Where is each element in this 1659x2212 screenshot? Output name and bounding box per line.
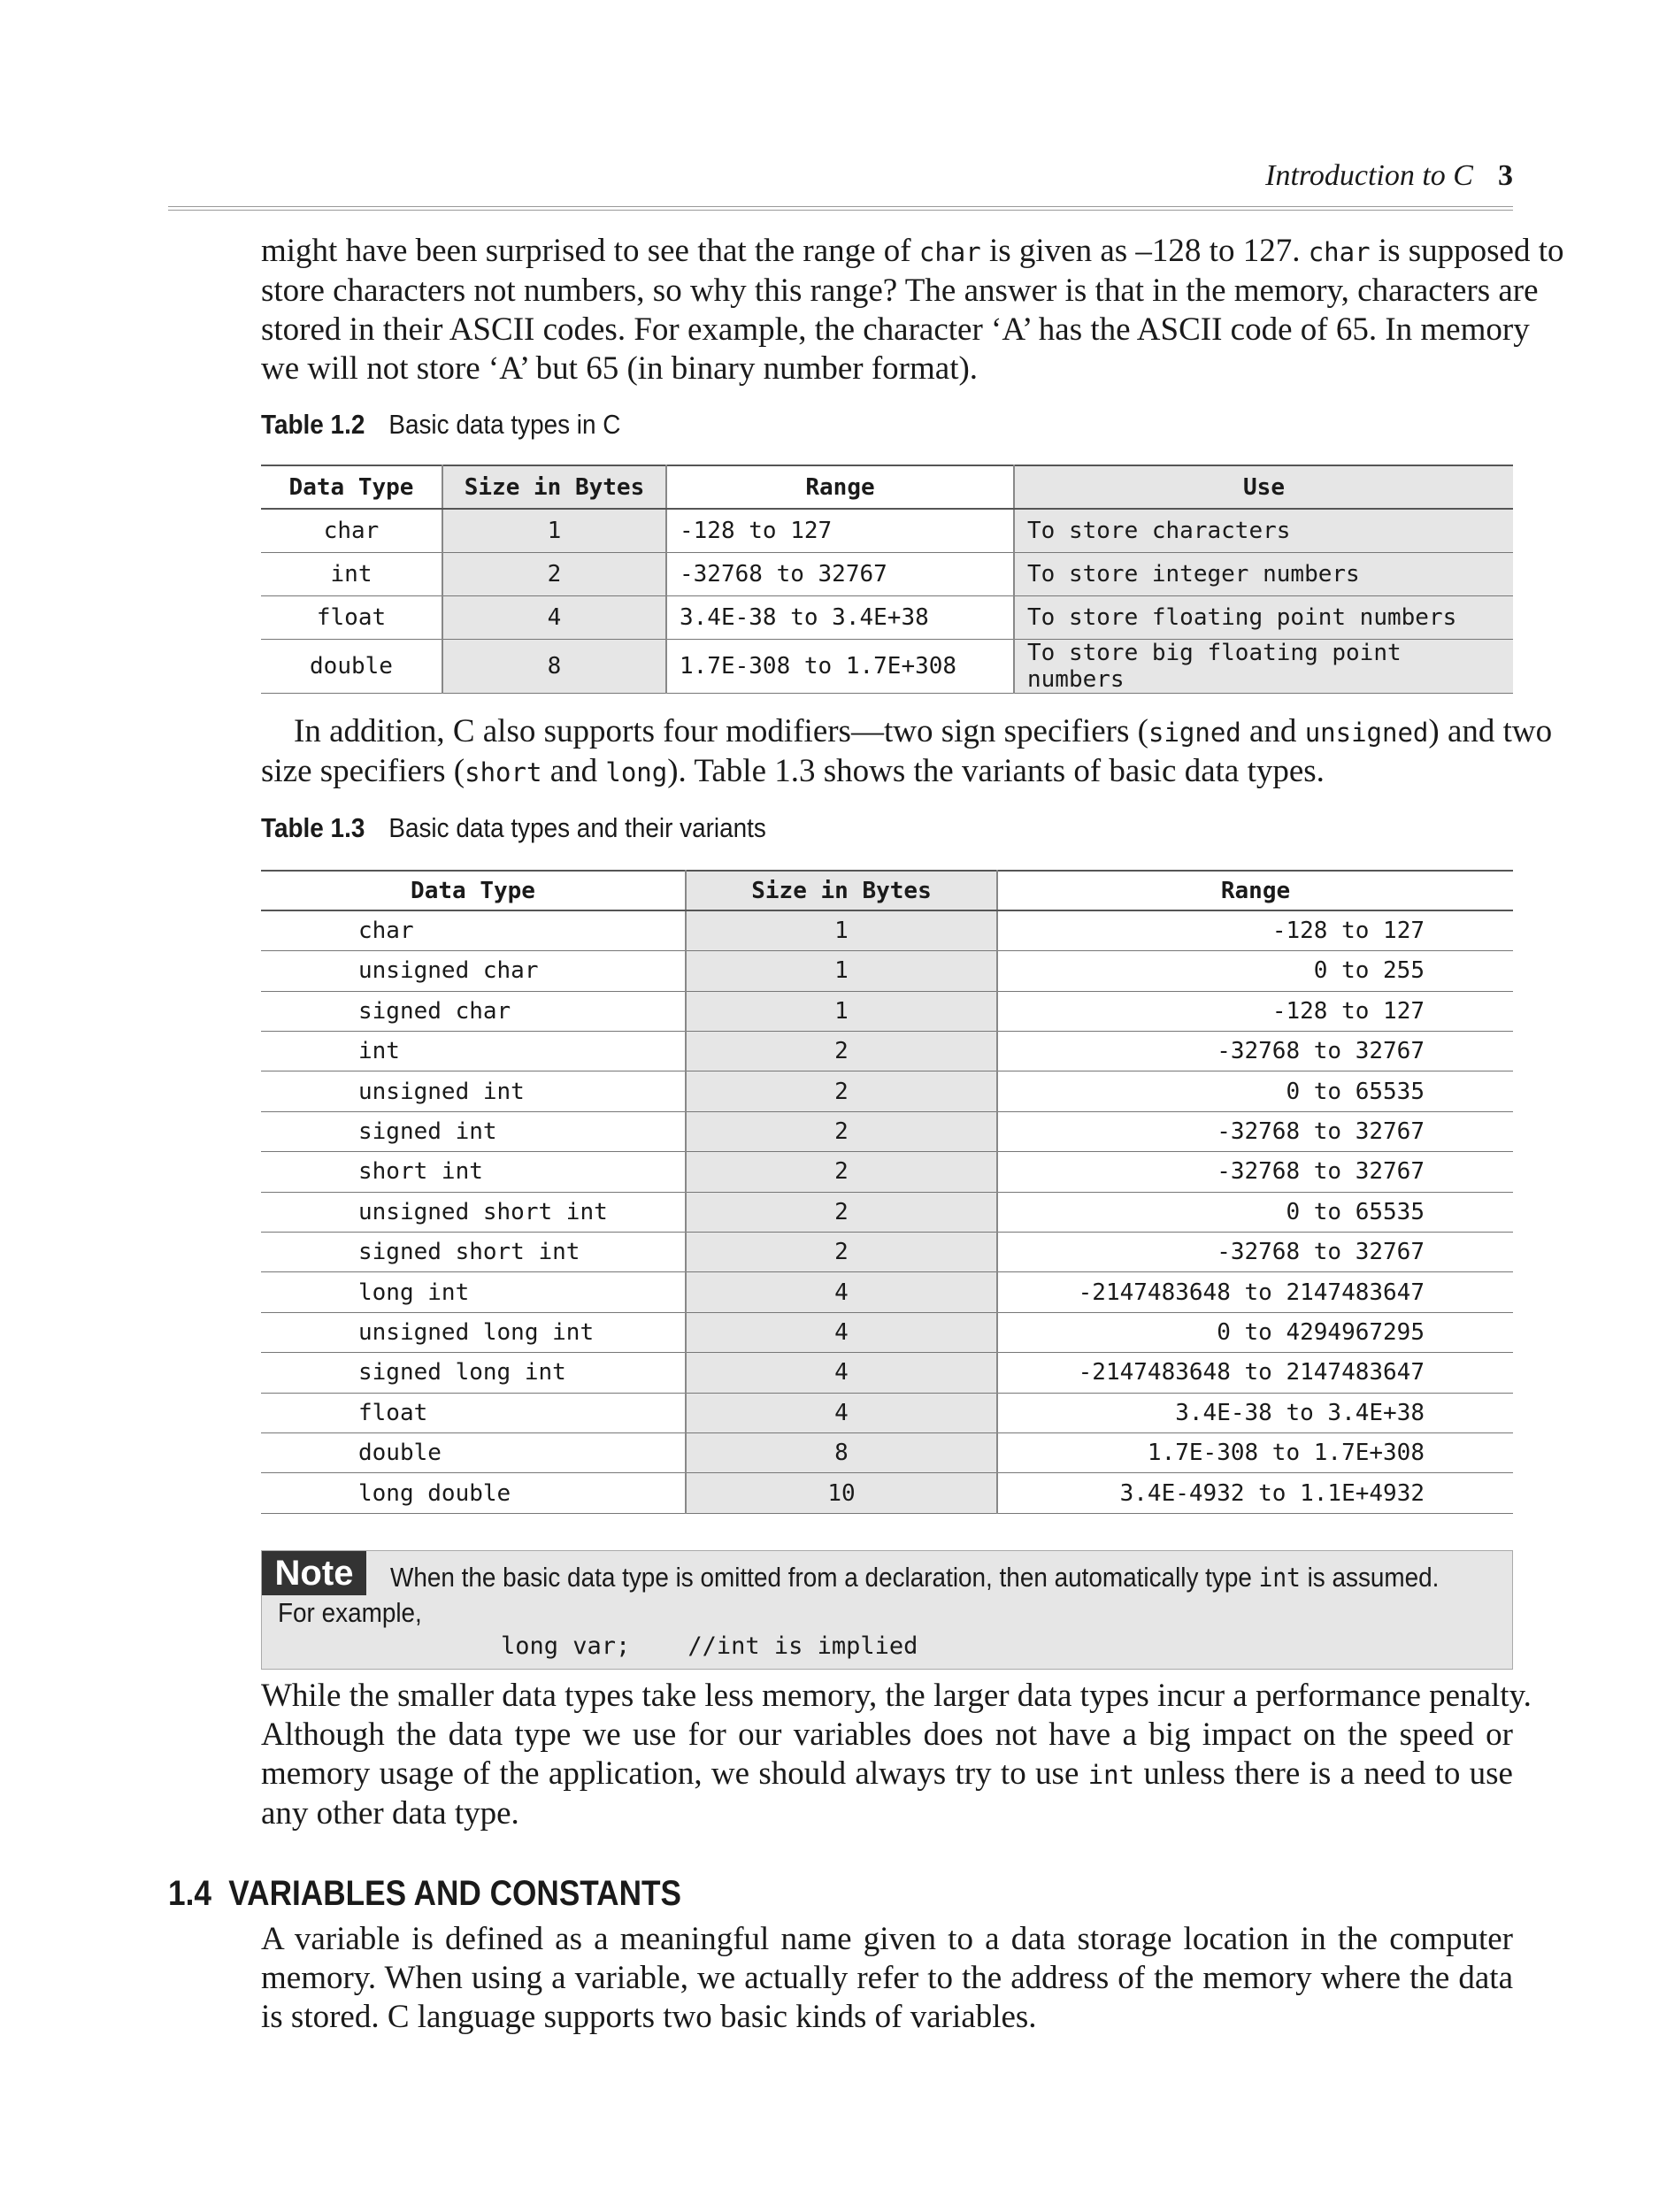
text-run: might have been surprised to see that the range of: [261, 233, 919, 269]
basic-data-types-table: [261, 465, 1513, 694]
text-run: we will not store ‘A’ but 65 (in binary number format).: [261, 350, 979, 387]
text-run: and: [541, 753, 606, 789]
column-header: Data Type: [261, 465, 442, 509]
inline-code: signed: [1148, 718, 1241, 748]
column-header: Range: [666, 465, 1014, 509]
table-cell: int: [261, 1032, 686, 1071]
table-cell: int: [261, 552, 442, 595]
table-row: [261, 1032, 1513, 1071]
section-heading: [168, 1874, 681, 1914]
table-cell: unsigned long int: [261, 1312, 686, 1352]
table-cell: -32768 to 32767: [666, 552, 1014, 595]
table-cell: 1.7E-308 to 1.7E+308: [666, 639, 1014, 693]
table-row: [261, 1432, 1513, 1472]
table-cell: 2: [686, 1192, 997, 1232]
text-line: [261, 1677, 1532, 1716]
table-cell: 8: [686, 1432, 997, 1472]
note-inline-code: int: [1258, 1563, 1301, 1593]
table-cell: -128 to 127: [997, 910, 1513, 950]
text-run: size specifiers (: [261, 753, 465, 789]
section-number: 1.4: [168, 1874, 211, 1913]
table-cell: 0 to 255: [997, 951, 1513, 991]
table-cell: 3.4E-38 to 3.4E+38: [666, 595, 1014, 639]
table-cell: To store big floating point numbers: [1014, 639, 1513, 693]
note-box: [261, 1550, 1513, 1670]
text-run: stored in their ASCII codes. For example, the character ‘A’ has the ASCII code of 65. In memory: [261, 311, 1530, 348]
running-header: [168, 159, 1513, 193]
text-run: Although the data type we use for our variables does not have a big impact on the speed or: [261, 1717, 1513, 1753]
table-cell: -32768 to 32767: [997, 1233, 1513, 1272]
section-title: VARIABLES AND CONSTANTS: [228, 1874, 682, 1913]
table-row: [261, 951, 1513, 991]
table-cell: -2147483648 to 2147483647: [997, 1272, 1513, 1312]
table-cell: 8: [442, 639, 666, 693]
table-cell: -2147483648 to 2147483647: [997, 1353, 1513, 1393]
table-cell: -32768 to 32767: [997, 1111, 1513, 1151]
text-run: is supposed to: [1370, 233, 1564, 269]
table-cell: 0 to 4294967295: [997, 1312, 1513, 1352]
text-line: [261, 311, 1530, 349]
paragraph-performance: [261, 1677, 1532, 1833]
table-row: [261, 1393, 1513, 1432]
table-1-3-caption: [261, 812, 766, 844]
table-cell: To store characters: [1014, 509, 1513, 552]
text-run: ) and two: [1428, 713, 1553, 749]
table-cell: 3.4E-38 to 3.4E+38: [997, 1393, 1513, 1432]
text-run: memory usage of the application, we should always try to use: [261, 1755, 1088, 1792]
paragraph-modifiers: [261, 712, 1553, 792]
table-cell: To store integer numbers: [1014, 552, 1513, 595]
table-row: [261, 1272, 1513, 1312]
table-cell: long double: [261, 1473, 686, 1513]
table-cell: 1.7E-308 to 1.7E+308: [997, 1432, 1513, 1472]
inline-code: unsigned: [1304, 718, 1429, 748]
table-cell: 4: [686, 1312, 997, 1352]
column-header: Data Type: [261, 871, 686, 910]
text-run: is given as –128 to 127.: [980, 233, 1309, 269]
table-cell: 2: [686, 1032, 997, 1071]
column-header: Size in Bytes: [686, 871, 997, 910]
text-run: While the smaller data types take less memory, the larger data types incur a performance penalty.: [261, 1678, 1532, 1714]
table-cell: To store floating point numbers: [1014, 595, 1513, 639]
text-line: [261, 1998, 1513, 2037]
table-cell: long int: [261, 1272, 686, 1312]
table-cell: unsigned short int: [261, 1192, 686, 1232]
note-example-label: For example,: [278, 1597, 422, 1628]
text-run: In addition, C also supports four modifiers—two sign specifiers (: [261, 713, 1148, 749]
table-cell: char: [261, 910, 686, 950]
text-line: [261, 1755, 1513, 1794]
note-text: [390, 1562, 1439, 1594]
table-row: [261, 1353, 1513, 1393]
column-header: Use: [1014, 465, 1513, 509]
text-line: [261, 349, 1513, 388]
table-cell: signed long int: [261, 1353, 686, 1393]
table-cell: double: [261, 639, 442, 693]
table-cell: 0 to 65535: [997, 1192, 1513, 1232]
table-cell: -128 to 127: [666, 509, 1014, 552]
table-cell: 2: [442, 552, 666, 595]
table-cell: float: [261, 595, 442, 639]
inline-code: long: [605, 757, 668, 787]
table-cell: 1: [442, 509, 666, 552]
note-text-before: When the basic data type is omitted from a declaration, then automatically type: [390, 1562, 1259, 1593]
text-run: memory. When using a variable, we actually refer to the address of the memory where the data: [261, 1960, 1513, 1996]
table-1-3-label: Table 1.3: [261, 812, 365, 843]
table-cell: 4: [686, 1272, 997, 1312]
text-line: [261, 1959, 1513, 1998]
table-cell: -32768 to 32767: [997, 1032, 1513, 1071]
table-cell: unsigned char: [261, 951, 686, 991]
table-header-row: [261, 465, 1513, 509]
table-cell: 2: [686, 1152, 997, 1192]
table-cell: 4: [442, 595, 666, 639]
table-cell: char: [261, 509, 442, 552]
table-cell: 2: [686, 1071, 997, 1111]
table-cell: 2: [686, 1111, 997, 1151]
table-row: [261, 910, 1513, 950]
table-cell: signed short int: [261, 1233, 686, 1272]
table-1-2-title: Basic data types in C: [388, 409, 621, 440]
table-1-2-label: Table 1.2: [261, 409, 365, 440]
table-row: [261, 1233, 1513, 1272]
note-text-after: is assumed.: [1300, 1562, 1440, 1593]
text-run: unless there is a need to use: [1134, 1755, 1513, 1792]
page-number: 3: [1498, 159, 1513, 192]
table-row: [261, 1473, 1513, 1513]
table-cell: 4: [686, 1353, 997, 1393]
data-type-variants-table: [261, 870, 1513, 1514]
table-row: [261, 1152, 1513, 1192]
column-header: Size in Bytes: [442, 465, 666, 509]
text-line: [261, 1920, 1513, 1959]
table-cell: 0 to 65535: [997, 1071, 1513, 1111]
table-cell: 4: [686, 1393, 997, 1432]
paragraph-char-range: [261, 232, 1564, 388]
text-line: [261, 272, 1539, 311]
table-cell: 10: [686, 1473, 997, 1513]
text-line: [261, 232, 1564, 272]
inline-code: char: [918, 237, 981, 267]
table-row: [261, 1192, 1513, 1232]
table-row: [261, 991, 1513, 1031]
table-row: [261, 552, 1513, 595]
inline-code: short: [465, 757, 542, 787]
table-row: [261, 1312, 1513, 1352]
table-cell: 2: [686, 1233, 997, 1272]
text-line: [261, 712, 1553, 752]
table-cell: short int: [261, 1152, 686, 1192]
table-row: [261, 509, 1513, 552]
table-1-2-caption: [261, 409, 620, 441]
table-row: [261, 639, 1513, 693]
table-row: [261, 595, 1513, 639]
text-line: [261, 1716, 1513, 1755]
table-cell: 3.4E-4932 to 1.1E+4932: [997, 1473, 1513, 1513]
text-run: is stored. C language supports two basic kinds of variables.: [261, 1999, 1037, 2035]
text-run: and: [1240, 713, 1305, 749]
text-line: [261, 752, 1513, 792]
text-line: [261, 1794, 1513, 1833]
table-1-3-title: Basic data types and their variants: [388, 812, 766, 843]
table-cell: 1: [686, 910, 997, 950]
text-run: ). Table 1.3 shows the variants of basic data types.: [667, 753, 1325, 789]
text-run: any other data type.: [261, 1795, 519, 1832]
table-cell: -32768 to 32767: [997, 1152, 1513, 1192]
table-cell: 1: [686, 991, 997, 1031]
table-cell: signed int: [261, 1111, 686, 1151]
table-header-row: [261, 871, 1513, 910]
note-tag: Note: [262, 1551, 366, 1595]
header-title: Introduction to C: [1265, 159, 1473, 192]
table-row: [261, 1071, 1513, 1111]
text-run: A variable is defined as a meaningful name given to a data storage location in the computer: [261, 1921, 1513, 1957]
table-cell: 1: [686, 951, 997, 991]
header-rule: [168, 206, 1513, 211]
table-cell: signed char: [261, 991, 686, 1031]
note-code-example: long var; //int is implied: [501, 1632, 918, 1660]
inline-code: int: [1087, 1760, 1135, 1790]
paragraph-variables: [261, 1920, 1513, 2037]
table-cell: -128 to 127: [997, 991, 1513, 1031]
table-row: [261, 1111, 1513, 1151]
column-header: Range: [997, 871, 1513, 910]
table-cell: unsigned int: [261, 1071, 686, 1111]
inline-code: char: [1308, 237, 1371, 267]
table-cell: double: [261, 1432, 686, 1472]
table-cell: float: [261, 1393, 686, 1432]
text-run: store characters not numbers, so why this range? The answer is that in the memory, characters are: [261, 273, 1539, 309]
